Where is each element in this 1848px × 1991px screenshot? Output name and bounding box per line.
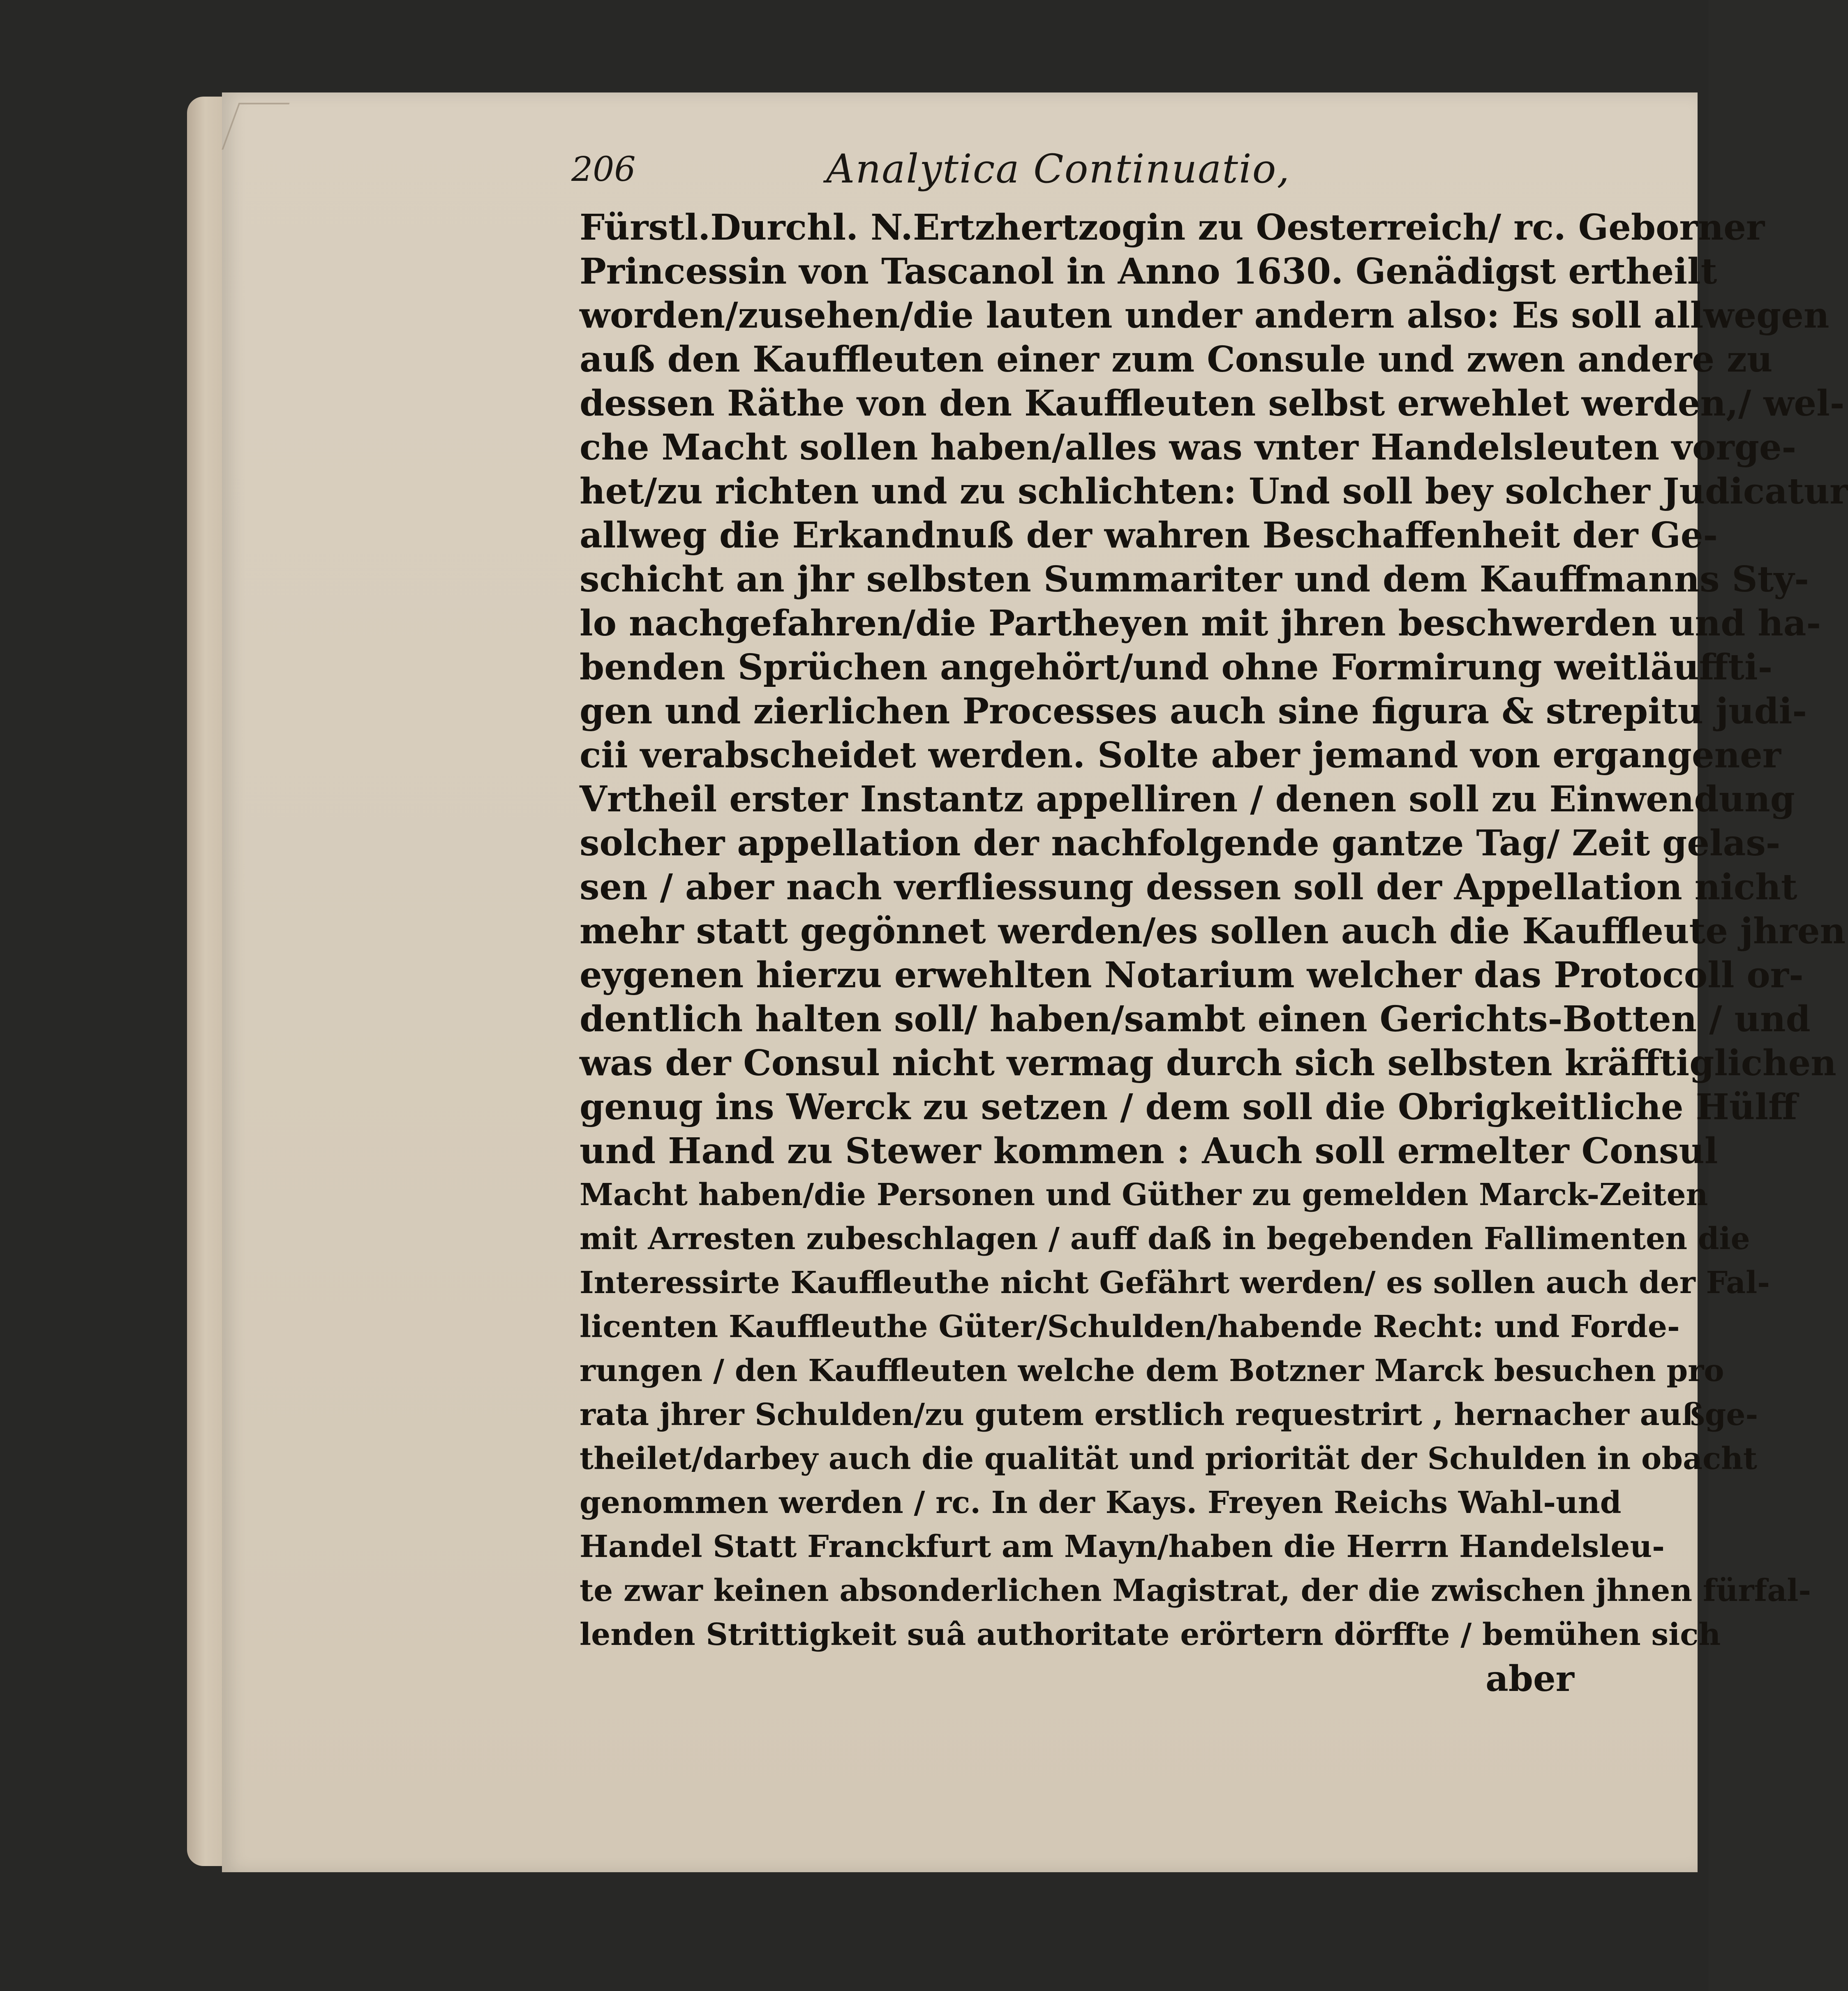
body-text [580, 206, 1848, 1701]
text-line: eygenen hierzu erwehlten Notarium welcher das Protocoll or- [580, 954, 1804, 996]
text-line: theilet/darbey auch die qualität und priorität der Schulden in obacht [580, 1441, 1758, 1476]
text-line: und Hand zu Stewer kommen : Auch soll ermelter Consul [580, 1130, 1718, 1172]
text-line: mehr statt gegönnet werden/es sollen auch die Kauffleute jhren [580, 910, 1846, 952]
text-line: het/zu richten und zu schlichten: Und soll bey solcher Judicatur [580, 471, 1848, 512]
catchword: aber [1485, 1658, 1574, 1700]
text-line: rungen / den Kauffleuten welche dem Botzner Marck besuchen pro [580, 1353, 1724, 1388]
text-line: solcher appellation der nachfolgende gantze Tag/ Zeit gelas- [580, 822, 1781, 864]
text-line: sen / aber nach verfliessung dessen soll der Appellation nicht [580, 866, 1797, 908]
running-title: Analytica Continuatio, [826, 146, 1290, 192]
text-line: che Macht sollen haben/alles was vnter Handelsleuten vorge- [580, 427, 1797, 468]
text-line: Handel Statt Franckfurt am Mayn/haben die Herrn Handelsleu- [580, 1529, 1665, 1564]
text-line: lo nachgefahren/die Partheyen mit jhren beschwerden und ha- [580, 603, 1821, 644]
text-line: schicht an jhr selbsten Summariter und dem Kauffmanns Sty- [580, 559, 1809, 600]
text-line: Fürstl.Durchl. N.Ertzhertzogin zu Oesterreich/ rc. Geborner [580, 207, 1765, 248]
text-line: Princessin von Tascanol in Anno 1630. Genädigst ertheilt [580, 251, 1717, 292]
text-line: allweg die Erkandnuß der wahren Beschaffenheit der Ge- [580, 515, 1718, 556]
text-line: te zwar keinen absonderlichen Magistrat, der die zwischen jhnen fürfal- [580, 1573, 1811, 1608]
text-line: gen und zierlichen Processes auch sine figura & strepitu judi- [580, 691, 1807, 732]
text-line: Macht haben/die Personen und Güther zu gemelden Marck-Zeiten [580, 1177, 1708, 1213]
text-line: benden Sprüchen angehört/und ohne Formirung weitläuffti- [580, 647, 1773, 688]
text-line: genommen werden / rc. In der Kays. Freyen Reichs Wahl-und [580, 1485, 1622, 1520]
text-line: lenden Strittigkeit suâ authoritate erörtern dörffte / bemühen sich [580, 1617, 1721, 1652]
text-line: Interessirte Kauffleuthe nicht Gefährt werden/ es sollen auch der Fal- [580, 1265, 1770, 1300]
text-line: cii verabscheidet werden. Solte aber jemand von ergangener [580, 734, 1781, 776]
text-line: dessen Räthe von den Kauffleuten selbst erwehlet werden,/ wel- [580, 383, 1845, 424]
text-line: was der Consul nicht vermag durch sich selbsten kräfftiglichen [580, 1042, 1836, 1084]
text-line: dentlich halten soll/ haben/sambt einen Gerichts-Botten / und [580, 998, 1811, 1040]
text-line: Vrtheil erster Instantz appelliren / denen soll zu Einwendung [580, 778, 1795, 820]
text-line: mit Arresten zubeschlagen / auff daß in begebenden Fallimenten die [580, 1221, 1750, 1257]
text-line: rata jhrer Schulden/zu gutem erstlich requestrirt , hernacher außge- [580, 1397, 1758, 1432]
text-line: worden/zusehen/die lauten under andern also: Es soll allwegen [580, 295, 1830, 336]
text-line: licenten Kauffleuthe Güter/Schulden/habende Recht: und Forde- [580, 1309, 1680, 1344]
page-number: 206 [571, 150, 636, 189]
text-line: genug ins Werck zu setzen / dem soll die Obrigkeitliche Hülff [580, 1086, 1797, 1128]
text-line: auß den Kauffleuten einer zum Consule und zwen andere zu [580, 339, 1773, 380]
running-head [571, 142, 1599, 208]
